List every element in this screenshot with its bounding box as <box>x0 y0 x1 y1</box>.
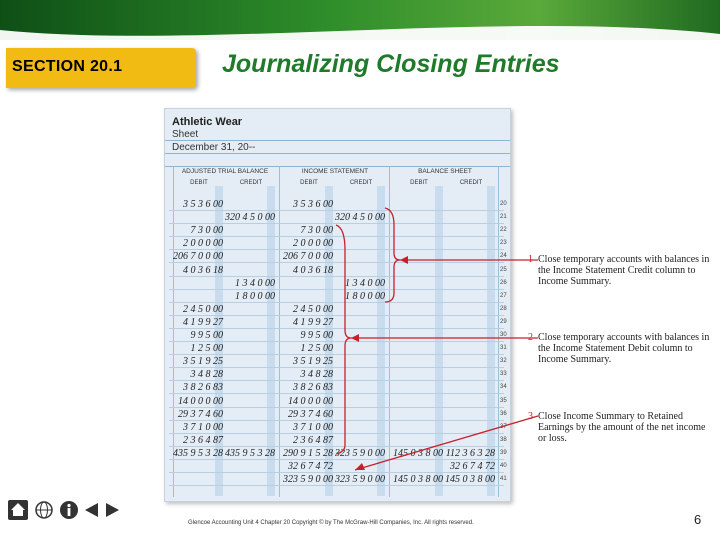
row-rule <box>169 367 504 368</box>
ledger-cell: 1 3 4 0 00 <box>345 277 385 289</box>
ledger-cell: 323 5 9 0 00 <box>283 474 333 486</box>
ledger-cell: 2 4 5 0 00 <box>293 303 333 315</box>
ledger-cell: 145 0 3 8 00 <box>393 447 443 459</box>
line-number: 34 <box>500 384 507 391</box>
ledger-cell: 3 7 1 0 00 <box>183 421 223 433</box>
ledger-cell: 2 3 6 4 87 <box>293 434 333 446</box>
col-header-credit-3: CREDIT <box>459 180 483 186</box>
row-rule <box>169 223 504 224</box>
line-number: 32 <box>500 358 507 365</box>
footer-copyright: Glencoe Accounting Unit 4 Chapter 20 Copyright © by The McGraw-Hill Companies, Inc. All rights reserved. <box>188 520 474 526</box>
ledger-cell: 290 9 1 5 28 <box>283 447 333 459</box>
info-icon[interactable] <box>59 500 79 520</box>
ledger-cell: 3 8 2 6 83 <box>183 382 223 394</box>
line-number: 22 <box>500 227 507 234</box>
row-rule <box>169 262 504 263</box>
line-number: 35 <box>500 397 507 404</box>
section-badge <box>6 48 196 88</box>
line-number: 25 <box>500 266 507 273</box>
row-rule <box>169 302 504 303</box>
worksheet-image <box>164 108 511 502</box>
company-name: Athletic Wear <box>172 116 243 128</box>
ledger-cell: 145 0 3 8 00 <box>393 474 443 486</box>
line-number: 28 <box>500 305 507 312</box>
ledger-cell: 320 4 5 0 00 <box>335 212 385 224</box>
row-rule <box>169 459 504 460</box>
sheet-label: Sheet <box>172 129 199 140</box>
ledger-cell: 3 5 1 9 25 <box>293 356 333 368</box>
row-rule <box>169 289 504 290</box>
page-number: 6 <box>694 512 702 527</box>
line-number: 27 <box>500 292 507 299</box>
ledger-cell: 206 7 0 0 00 <box>283 251 333 263</box>
col-header-debit-1: DEBIT <box>190 180 208 186</box>
ledger-cell: 2 0 0 0 00 <box>293 238 333 250</box>
ledger-cell: 32 6 7 4 72 <box>450 461 495 472</box>
ledger-cell: 4 1 9 9 27 <box>183 316 223 328</box>
ledger-cell: 7 3 0 00 <box>190 225 223 237</box>
col-header-debit-2: DEBIT <box>300 180 318 186</box>
ledger-cell: 4 0 3 6 18 <box>293 264 333 276</box>
ledger-cell: 14 0 0 0 00 <box>178 395 223 407</box>
group-header-adjusted: ADJUSTED TRIAL BALANCE <box>181 168 269 175</box>
line-number: 21 <box>500 214 507 221</box>
row-rule <box>169 341 504 342</box>
ledger-cell: 9 9 5 00 <box>190 330 223 341</box>
ledger-cell: 435 9 5 3 28 <box>173 447 223 459</box>
line-number: 30 <box>500 332 507 338</box>
back-arrow-icon[interactable] <box>82 500 102 520</box>
row-rule <box>169 433 504 434</box>
ledger-cell: 3 5 3 6 00 <box>183 199 223 210</box>
ledger-cell: 112 3 6 3 28 <box>445 447 495 459</box>
line-number: 24 <box>500 253 507 260</box>
row-rule <box>169 380 504 381</box>
ledger-cell: 7 3 0 00 <box>300 225 333 237</box>
ledger-cell: 2 3 6 4 87 <box>183 434 223 446</box>
note-1: Close temporary accounts with balances in the Income Statement Credit column to Income Summary. <box>538 254 710 287</box>
notes-panel <box>510 240 720 470</box>
home-icon[interactable] <box>8 500 28 520</box>
ledger-cell: 145 0 3 8 00 <box>445 474 495 486</box>
row-rule <box>169 315 504 316</box>
ledger-cell: 3 8 2 6 83 <box>293 382 333 394</box>
row-rule <box>169 485 504 486</box>
ledger-cell: 1 8 0 0 00 <box>235 290 275 302</box>
ledger-cell: 206 7 0 0 00 <box>173 251 223 263</box>
row-rule <box>169 407 504 408</box>
line-number: 26 <box>500 279 507 286</box>
line-number: 20 <box>500 201 507 207</box>
line-number: 36 <box>500 410 507 417</box>
col-header-debit-3: DEBIT <box>410 180 428 186</box>
ledger-cell: 9 9 5 00 <box>300 330 333 341</box>
ledger-cell: 29 3 7 4 60 <box>288 408 333 420</box>
line-number: 37 <box>500 423 507 430</box>
note-2: Close temporary accounts with balances in the Income Statement Debit column to Income Summary. <box>538 332 710 365</box>
page-title: Journalizing Closing Entries <box>222 50 560 78</box>
ledger-cell: 1 3 4 0 00 <box>235 277 275 289</box>
ledger-cell: 3 5 1 9 25 <box>183 356 223 368</box>
line-number: 33 <box>500 371 507 378</box>
ledger-cell: 323 5 9 0 00 <box>335 447 385 459</box>
ledger-cell: 323 5 9 0 00 <box>335 474 385 486</box>
ledger-cell: 32 6 7 4 72 <box>288 461 333 472</box>
row-rule <box>169 393 504 394</box>
row-rule <box>169 249 504 250</box>
row-rule <box>169 446 504 447</box>
row-rule <box>169 236 504 237</box>
ledger-cell: 1 8 0 0 00 <box>345 290 385 302</box>
sheet-date: December 31, 20-- <box>172 142 256 153</box>
ledger-cell: 4 1 9 9 27 <box>293 316 333 328</box>
note-number-1: 1 <box>528 254 533 265</box>
ledger-cell: 1 2 5 00 <box>190 343 223 355</box>
ledger-cell: 2 0 0 0 00 <box>183 238 223 250</box>
ledger-cell: 2 4 5 0 00 <box>183 303 223 315</box>
ledger-cell: 3 7 1 0 00 <box>293 421 333 433</box>
section-label: SECTION 20.1 <box>12 58 123 75</box>
nav-toolbar <box>4 496 124 524</box>
forward-arrow-icon[interactable] <box>102 500 122 520</box>
col-header-credit-2: CREDIT <box>349 180 373 186</box>
note-number-3: 3 <box>528 411 533 422</box>
line-number: 38 <box>500 436 507 443</box>
globe-icon[interactable] <box>34 500 54 520</box>
line-number: 31 <box>500 345 507 352</box>
ledger-cell: 3 4 8 28 <box>300 369 333 381</box>
line-number: 39 <box>500 449 507 456</box>
ledger-cell: 29 3 7 4 60 <box>178 408 223 420</box>
row-rule <box>169 472 504 473</box>
note-number-2: 2 <box>528 332 533 343</box>
ledger-cell: 435 9 5 3 28 <box>225 447 275 459</box>
row-rule <box>169 276 504 277</box>
col-header-credit-1: CREDIT <box>239 180 263 186</box>
ledger-cell: 4 0 3 6 18 <box>183 264 223 276</box>
header-banner <box>0 0 720 40</box>
group-header-income: INCOME STATEMENT <box>301 168 369 175</box>
line-number: 41 <box>500 476 507 483</box>
line-number: 29 <box>500 318 507 325</box>
row-rule <box>169 328 504 329</box>
ledger-cell: 14 0 0 0 00 <box>288 395 333 407</box>
group-header-balance: BALANCE SHEET <box>418 168 472 175</box>
note-3: Close Income Summary to Retained Earnings by the amount of the net income or loss. <box>538 411 706 444</box>
ledger-cell: 320 4 5 0 00 <box>225 212 275 224</box>
row-rule <box>169 210 504 211</box>
row-rule <box>169 354 504 355</box>
ledger-cell: 3 4 8 28 <box>190 369 223 381</box>
row-rule <box>169 420 504 421</box>
ledger-cell: 3 5 3 6 00 <box>293 199 333 210</box>
ledger-cell: 1 2 5 00 <box>300 343 333 355</box>
line-number: 23 <box>500 240 507 247</box>
line-number: 40 <box>500 463 507 469</box>
